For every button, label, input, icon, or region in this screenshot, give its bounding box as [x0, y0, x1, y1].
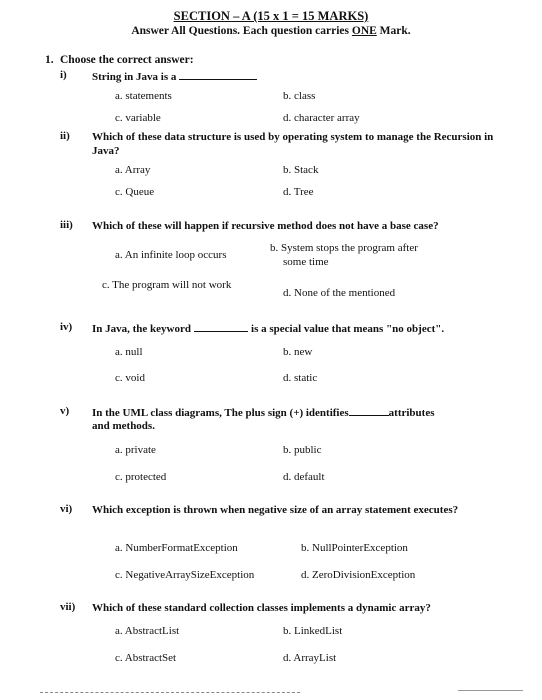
option-a: a. statements	[115, 90, 172, 102]
option-a: a. AbstractList	[115, 625, 180, 637]
question-number: v)	[60, 405, 70, 417]
option-d: d. ArrayList	[283, 652, 337, 664]
question-number: iv)	[60, 321, 73, 333]
option-d: d. None of the mentioned	[283, 287, 396, 299]
option-d: d. default	[283, 471, 325, 483]
question-number: i)	[60, 69, 67, 81]
option-b: b. class	[283, 90, 316, 102]
question-text	[92, 321, 444, 336]
question-number: ii)	[60, 130, 70, 142]
option-c: c. NegativeArraySizeException	[115, 569, 255, 581]
cropped-footer-text	[40, 692, 300, 696]
option-b: b. System stops the program after some time	[270, 242, 418, 268]
option-c: c. The program will not work	[102, 279, 232, 291]
instruction-emphasis: ONE	[351, 25, 377, 37]
option-c: c. protected	[115, 471, 167, 483]
answer-blank	[179, 69, 257, 80]
option-b: b. Stack	[283, 164, 319, 176]
option-d: d. static	[283, 372, 318, 384]
question-text-line2: and methods.	[92, 420, 155, 432]
answer-blank	[349, 405, 389, 416]
option-a: a. private	[115, 444, 156, 456]
option-d: d. Tree	[283, 186, 314, 198]
option-a: a. null	[115, 346, 143, 358]
instruction-suffix: Mark.	[376, 25, 411, 37]
question-number: vii)	[60, 601, 76, 613]
question-text-before: In Java, the keyword	[92, 323, 192, 335]
option-c: c. Queue	[115, 186, 155, 198]
question-text: Which of these standard collection classes implements a dynamic array?	[92, 602, 431, 614]
option-c: c. void	[115, 372, 145, 384]
option-b: b. public	[283, 444, 322, 456]
main-question-text: Choose the correct answer:	[60, 54, 194, 66]
option-a: a. Array	[115, 164, 151, 176]
question-text: Which exception is thrown when negative size of an array statement executes?	[92, 504, 459, 516]
option-b: b. new	[283, 346, 313, 358]
option-d: d. character array	[283, 112, 360, 124]
section-instruction	[0, 25, 542, 37]
question-text	[92, 69, 257, 84]
instruction-prefix: Answer All Questions. Each question carries	[131, 25, 352, 37]
answer-blank	[194, 321, 248, 332]
question-text-after: is a special value that means "no object".	[251, 323, 445, 335]
question-number: vi)	[60, 503, 73, 515]
option-d: d. ZeroDivisionException	[301, 569, 416, 581]
question-text	[92, 405, 434, 420]
footer-divider	[458, 690, 523, 691]
option-b: b. LinkedList	[283, 625, 343, 637]
question-number: iii)	[60, 219, 73, 231]
option-a: a. An infinite loop occurs	[115, 249, 227, 261]
question-text: Which of these will happen if recursive method does not have a base case?	[92, 220, 439, 232]
section-title: SECTION – A (15 x 1 = 15 MARKS)	[173, 9, 369, 23]
option-c: c. AbstractSet	[115, 652, 177, 664]
question-text-after: attributes	[388, 407, 435, 419]
question-text-before: String in Java is a	[92, 71, 180, 83]
main-question-number: 1.	[45, 54, 54, 66]
option-b: b. NullPointerException	[301, 542, 408, 554]
option-c: c. variable	[115, 112, 161, 124]
question-text: Which of these data structure is used by operating system to manage the Recursion in Java?	[92, 131, 494, 157]
question-text-before: In the UML class diagrams, The plus sign (+) identifies	[92, 407, 349, 419]
option-a: a. NumberFormatException	[115, 542, 238, 554]
